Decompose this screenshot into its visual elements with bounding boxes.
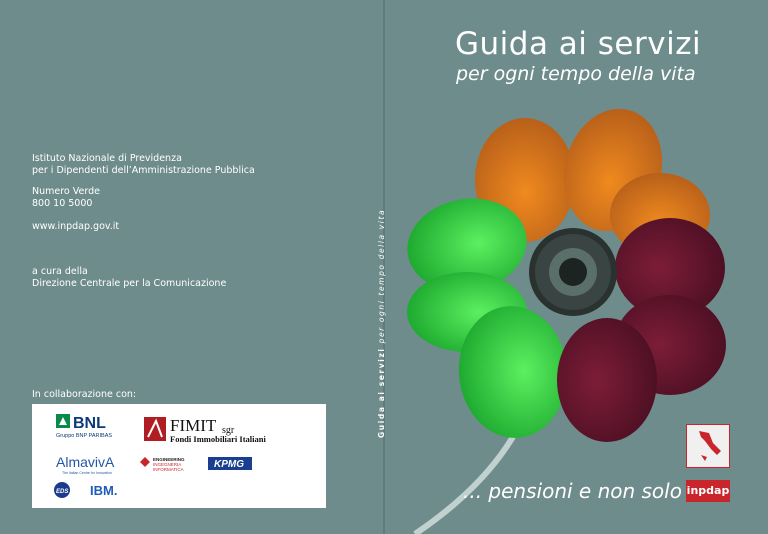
institute-line-1: Istituto Nazionale di Previdenza — [32, 153, 182, 164]
fimit-name: FIMIT — [170, 416, 217, 435]
kpmg-logo — [208, 457, 252, 470]
credit-line-2: Direzione Centrale per la Comunicazione — [32, 278, 227, 289]
spine-subtitle: per ogni tempo della vita — [377, 208, 386, 344]
engineering-line-2: INGEGNERIA — [153, 462, 182, 467]
bnl-name: BNL — [73, 415, 106, 432]
italy-map-icon — [687, 425, 729, 467]
engineering-logo — [140, 457, 185, 472]
website-link[interactable]: www.inpdap.gov.it — [32, 221, 120, 232]
collaboration-label: In collaborazione con: — [32, 389, 137, 400]
engineering-line-1: ENGINEERING — [153, 457, 185, 462]
phone-block — [32, 186, 100, 210]
sponsor-logos — [32, 404, 326, 508]
almaviva-name: AlmavivA — [56, 454, 115, 470]
engineering-line-3: INFORMATICA — [153, 467, 184, 472]
back-cover — [0, 0, 383, 534]
cover-title: Guida ai servizi — [455, 26, 702, 62]
fimit-subtitle: Fondi Immobiliari Italiani — [170, 434, 266, 444]
fimit-sgr: sgr — [222, 425, 235, 436]
institute-line-2: per i Dipendenti dell’Amministrazione Pubblica — [32, 165, 255, 176]
cover-subtitle: per ogni tempo della vita — [456, 63, 696, 85]
sponsor-logos-box — [32, 404, 326, 508]
credit-block — [32, 266, 226, 290]
spine-title: Guida ai servizi — [377, 347, 386, 438]
ibm-name: IBM. — [90, 483, 118, 498]
bnl-subtitle: Gruppo BNP PARIBAS — [56, 433, 113, 439]
eds-logo — [54, 482, 70, 498]
ibm-logo — [90, 483, 117, 498]
phone-number: 800 10 5000 — [32, 198, 93, 209]
almaviva-logo — [56, 454, 115, 475]
fimit-logo — [144, 416, 267, 444]
brand-logo: inpdap — [686, 480, 730, 502]
almaviva-subtitle: The Italian Centre for Innovation — [62, 471, 113, 475]
flower-center — [529, 228, 617, 316]
italy-emblem — [686, 424, 730, 468]
institute-name — [32, 153, 255, 177]
cover-tagline: ... pensioni e non solo — [463, 479, 682, 503]
credit-line-1: a cura della — [32, 266, 88, 277]
kpmg-name: KPMG — [214, 459, 244, 470]
bnl-logo — [56, 414, 112, 439]
eds-name: EDS — [56, 489, 69, 495]
phone-label: Numero Verde — [32, 186, 100, 197]
